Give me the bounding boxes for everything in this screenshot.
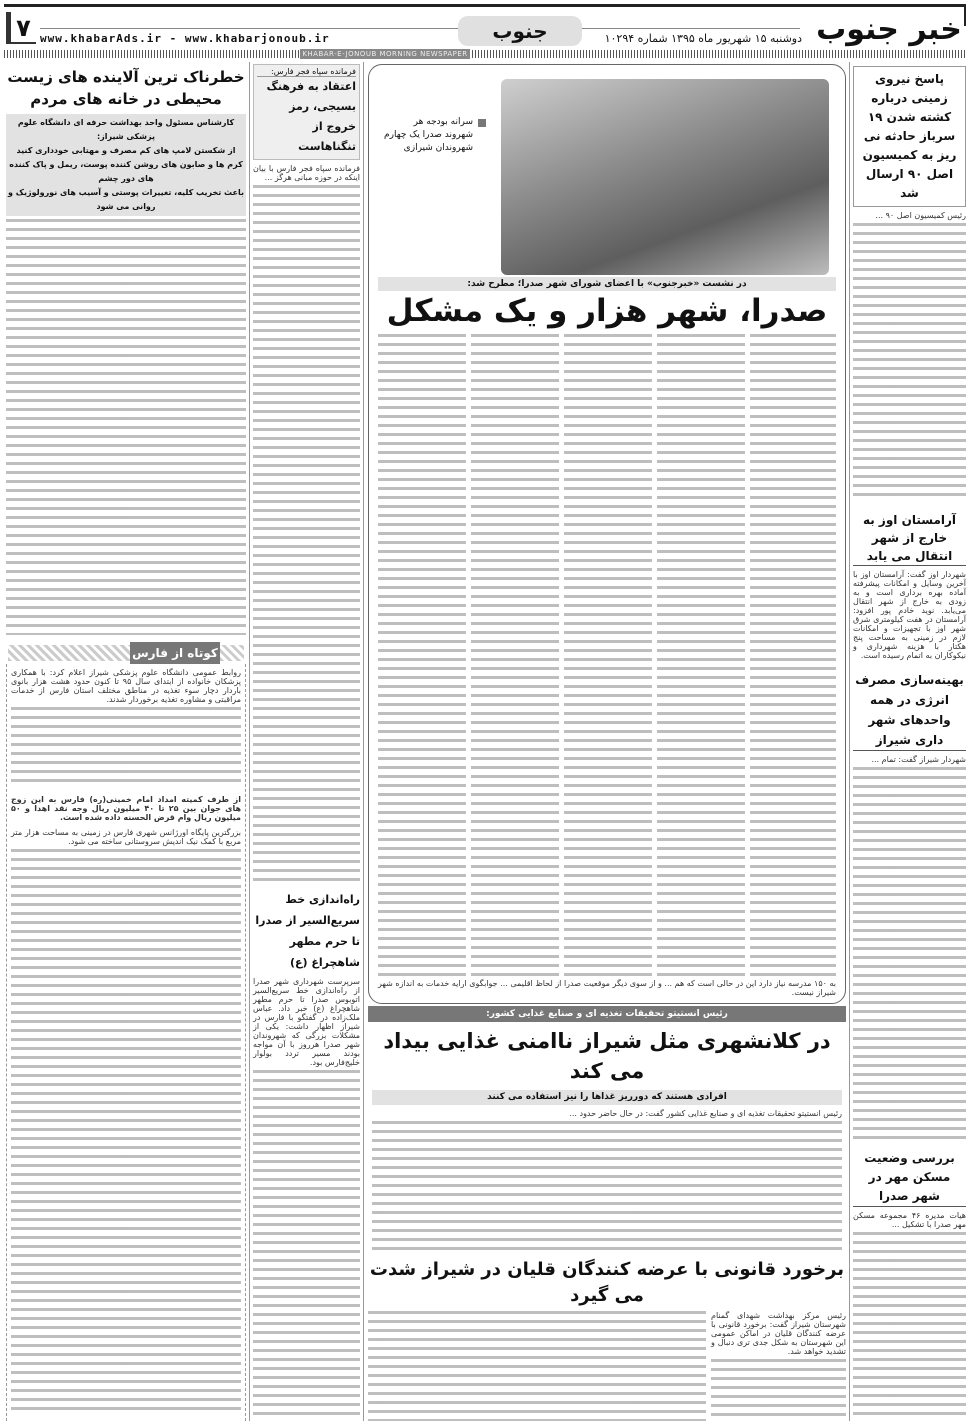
bullet-square-icon xyxy=(478,119,486,127)
body-text-lines xyxy=(11,849,241,1414)
headline-pollutants[interactable]: خطرناک ترین آلاینده های زیست محیطی در خانه های مردم xyxy=(7,68,245,108)
rule-corner xyxy=(964,4,966,26)
headline-energy[interactable]: بهینه‌سازی مصرف انرژی در همه واحدهای شهر داری شیراز xyxy=(853,670,966,751)
section-tab: جنوب xyxy=(458,16,582,46)
tagline: KHABAR-E-JONOUB MORNING NEWSPAPER xyxy=(300,49,470,59)
hookah-body xyxy=(368,1311,846,1421)
brief-emdad: از طرف کمیته امداد امام خمینی(ره) فارس به این زوج های جوان بین ۲۵ تا ۴۰ میلیون ریال وجه نقد اهدا و ۵۰ میلیون ریال وام قرض الحسنه داده شده است. xyxy=(11,794,241,822)
subhead-line: کارشناس مسئول واحد بهداشت حرفه ای دانشگاه علوم پزشکی شیراز: xyxy=(17,118,235,141)
newspaper-logo: خبر جنوب xyxy=(816,12,962,47)
headline-basij[interactable]: اعتقاد به فرهنگ بسیجی، رمز خروج از تنگناهاست xyxy=(266,80,356,153)
center-column xyxy=(368,64,846,1421)
body-text-lines xyxy=(11,707,241,788)
food-kicker: رئیس انستیتو تحقیقات تغذیه ای و صنایع غذایی کشور: xyxy=(368,1006,846,1022)
lead-bus-line: سرپرست شهرداری شهر صدرا از راه‌اندازی خط سریع‌السیر اتوبوس صدرا تا حرم مطهر شاهچراغ (ع) خبر داد. عباس ملک‌زاده در گفتگو با فارس در شیراز اظهار داشت: یکی از مشکلات بزرگی که شهروندان شهر صدرا هرروز با آن مواجه بودند مسیر تردد بولوار خلیج‌فارس بود. xyxy=(253,976,360,1067)
header-divider xyxy=(40,28,800,29)
main-headline[interactable]: صدرا، شهر هزار و یک مشکل xyxy=(386,293,828,329)
website-links[interactable]: www.khabarAds.ir - www.khabarjonoub.ir xyxy=(40,32,330,45)
column-divider xyxy=(249,62,250,1421)
lead-niriz: رئیس کمیسیون اصل ۹۰ ... xyxy=(875,211,966,220)
body-text-lines xyxy=(853,1232,966,1418)
second-column xyxy=(253,64,360,1421)
briefs-frame xyxy=(6,664,246,1421)
page-number: ۷ xyxy=(6,12,36,44)
hookah-headline[interactable]: برخورد قانونی با عرضه کنندگان قلیان در شیراز شدت می گیرد xyxy=(369,1259,845,1306)
subhead-box xyxy=(6,114,246,216)
subhead-line: کرم ها و صابون های روشن کننده پوست، ریمل و پاک کننده های دور چشم xyxy=(9,160,243,183)
main-body-end: به ۱۵۰ مدرسه نیاز دارد این در حالی است که هم ... و از سوی دیگر موقعیت صدرا از لحاظ اقلیمی ... جوابگوی ارایه خدمات به اندازه شهر شیراز نیست. xyxy=(378,979,836,997)
box-basij xyxy=(253,64,360,160)
body-text-lines xyxy=(372,1121,842,1252)
column-divider xyxy=(849,62,850,1421)
left-column xyxy=(6,66,246,1421)
body-text-lines xyxy=(853,767,966,1139)
right-column xyxy=(853,66,966,1421)
body-text-lines xyxy=(253,1070,360,1418)
date-issue: دوشنبه ۱۵ شهریور ماه ۱۳۹۵ شماره ۱۰۲۹۴ xyxy=(604,32,802,45)
brief-banner: کوتاه از فارس xyxy=(130,642,220,664)
body-text-lines xyxy=(253,185,360,882)
body-text-lines xyxy=(378,334,836,976)
meeting-photo xyxy=(501,79,829,275)
body-text-lines xyxy=(6,219,246,635)
main-kicker: در نشست «خبرجنوب» با اعضای شورای شهر صدرا؛ مطرح شد: xyxy=(378,277,836,291)
kicker-basij: فرمانده سپاه فجر فارس: xyxy=(257,67,356,77)
main-story xyxy=(368,64,846,1004)
subhead-line: از شکستن لامپ های کم مصرف و مهتابی خودداری کنید xyxy=(16,146,236,155)
body-text-lines xyxy=(711,1359,846,1418)
subhead-line: باعث تخریب کلیه، تغییرات پوستی و آسیب های نورولوژیک و روانی می شود xyxy=(8,188,244,211)
photo-caption: سرانه بودجه هر شهروند صدرا یک چهارم شهروندان شیرازی xyxy=(384,117,473,153)
brief-banner-row xyxy=(6,642,246,664)
lead-aramestan: شهردار اوز گفت: آرامستان اوز با آخرین وسایل و امکانات پیشرفته آماده بهره برداری است و به زودی به خارج از شهر انتقال می‌یابد. نوید خادم پور افزود: آرامستان در هفت کیلومتری شرق شهر اوز با تجهیزات و امکانات لازم در زمینی به مساحت پنج هکتار با هزینه شهرداری و نیکوکاران به اتمام رسیده است. xyxy=(853,570,966,661)
headline-bus-line[interactable]: راه‌اندازی خط سریع‌السیر از صدرا تا حرم مطهر شاهچراغ (ع) xyxy=(255,892,360,969)
body-text-lines xyxy=(853,223,966,502)
headline-niriz[interactable]: پاسخ نیروی زمینی درباره کشته شدن ۱۹ سرباز حادثه نی ریز به کمیسیون اصل ۹۰ ارسال شد xyxy=(853,66,966,207)
food-subhead: افرادی هستند که دورریز غذاها را نیز استفاده می کنند xyxy=(372,1090,842,1105)
column-divider xyxy=(363,62,364,1421)
stripe-bar xyxy=(4,50,966,58)
brief-nutrition: روابط عمومی دانشگاه علوم پزشکی شیراز اعلام کرد: با همکاری پزشکان خانواده از ابتدای سال ۹۵ تا کنون حدود هشت هزار بانوی باردار دچار سوء تغذیه در مناطق مختلف استان فارس از خدمات مراقبتی و مشاوره تغذیه برخوردار شدند. xyxy=(11,668,242,705)
brief-emergency: بزرگترین پایگاه اورژانس شهری فارس در زمینی به مساحت هزار متر مربع با کمک نیک اندیش سروستانی ساخته می شود. xyxy=(11,827,241,846)
top-rule xyxy=(4,4,966,7)
hookah-body-lead: رئیس مرکز بهداشت شهدای گمنام شهرستان شیراز گفت: برخورد قانونی با عرضه کنندگان قلیان در اماکن عمومی این شهرستان به شکل جدی تری دنبال و تشدید خواهد شد. xyxy=(711,1311,846,1356)
food-body-lead: رئیس انستیتو تحقیقات تغذیه ای و صنایع غذایی کشور گفت: در حال حاضر حدود ... xyxy=(569,1109,842,1118)
headline-aramestan[interactable]: آرامستان اوز به خارج از شهر انتقال می یابد xyxy=(853,511,966,566)
food-headline[interactable]: در کلانشهری مثل شیراز ناامنی غذایی بیداد می کند xyxy=(383,1029,831,1083)
body-text-lines xyxy=(368,1311,706,1421)
lead-energy: شهردار شیراز گفت: تمام ... xyxy=(871,755,966,765)
lead-maskan-mehr: هیات مدیره ۴۶ مجموعه مسکن مهر صدرا با تشکیل ... xyxy=(853,1210,966,1229)
lead-basij: فرمانده سپاه فجر فارس با بیان اینکه در حوزه مبانی هرگز ... xyxy=(253,164,360,182)
headline-maskan-mehr[interactable]: بررسی وضعیت مسکن مهر در شهر صدرا xyxy=(853,1149,966,1207)
